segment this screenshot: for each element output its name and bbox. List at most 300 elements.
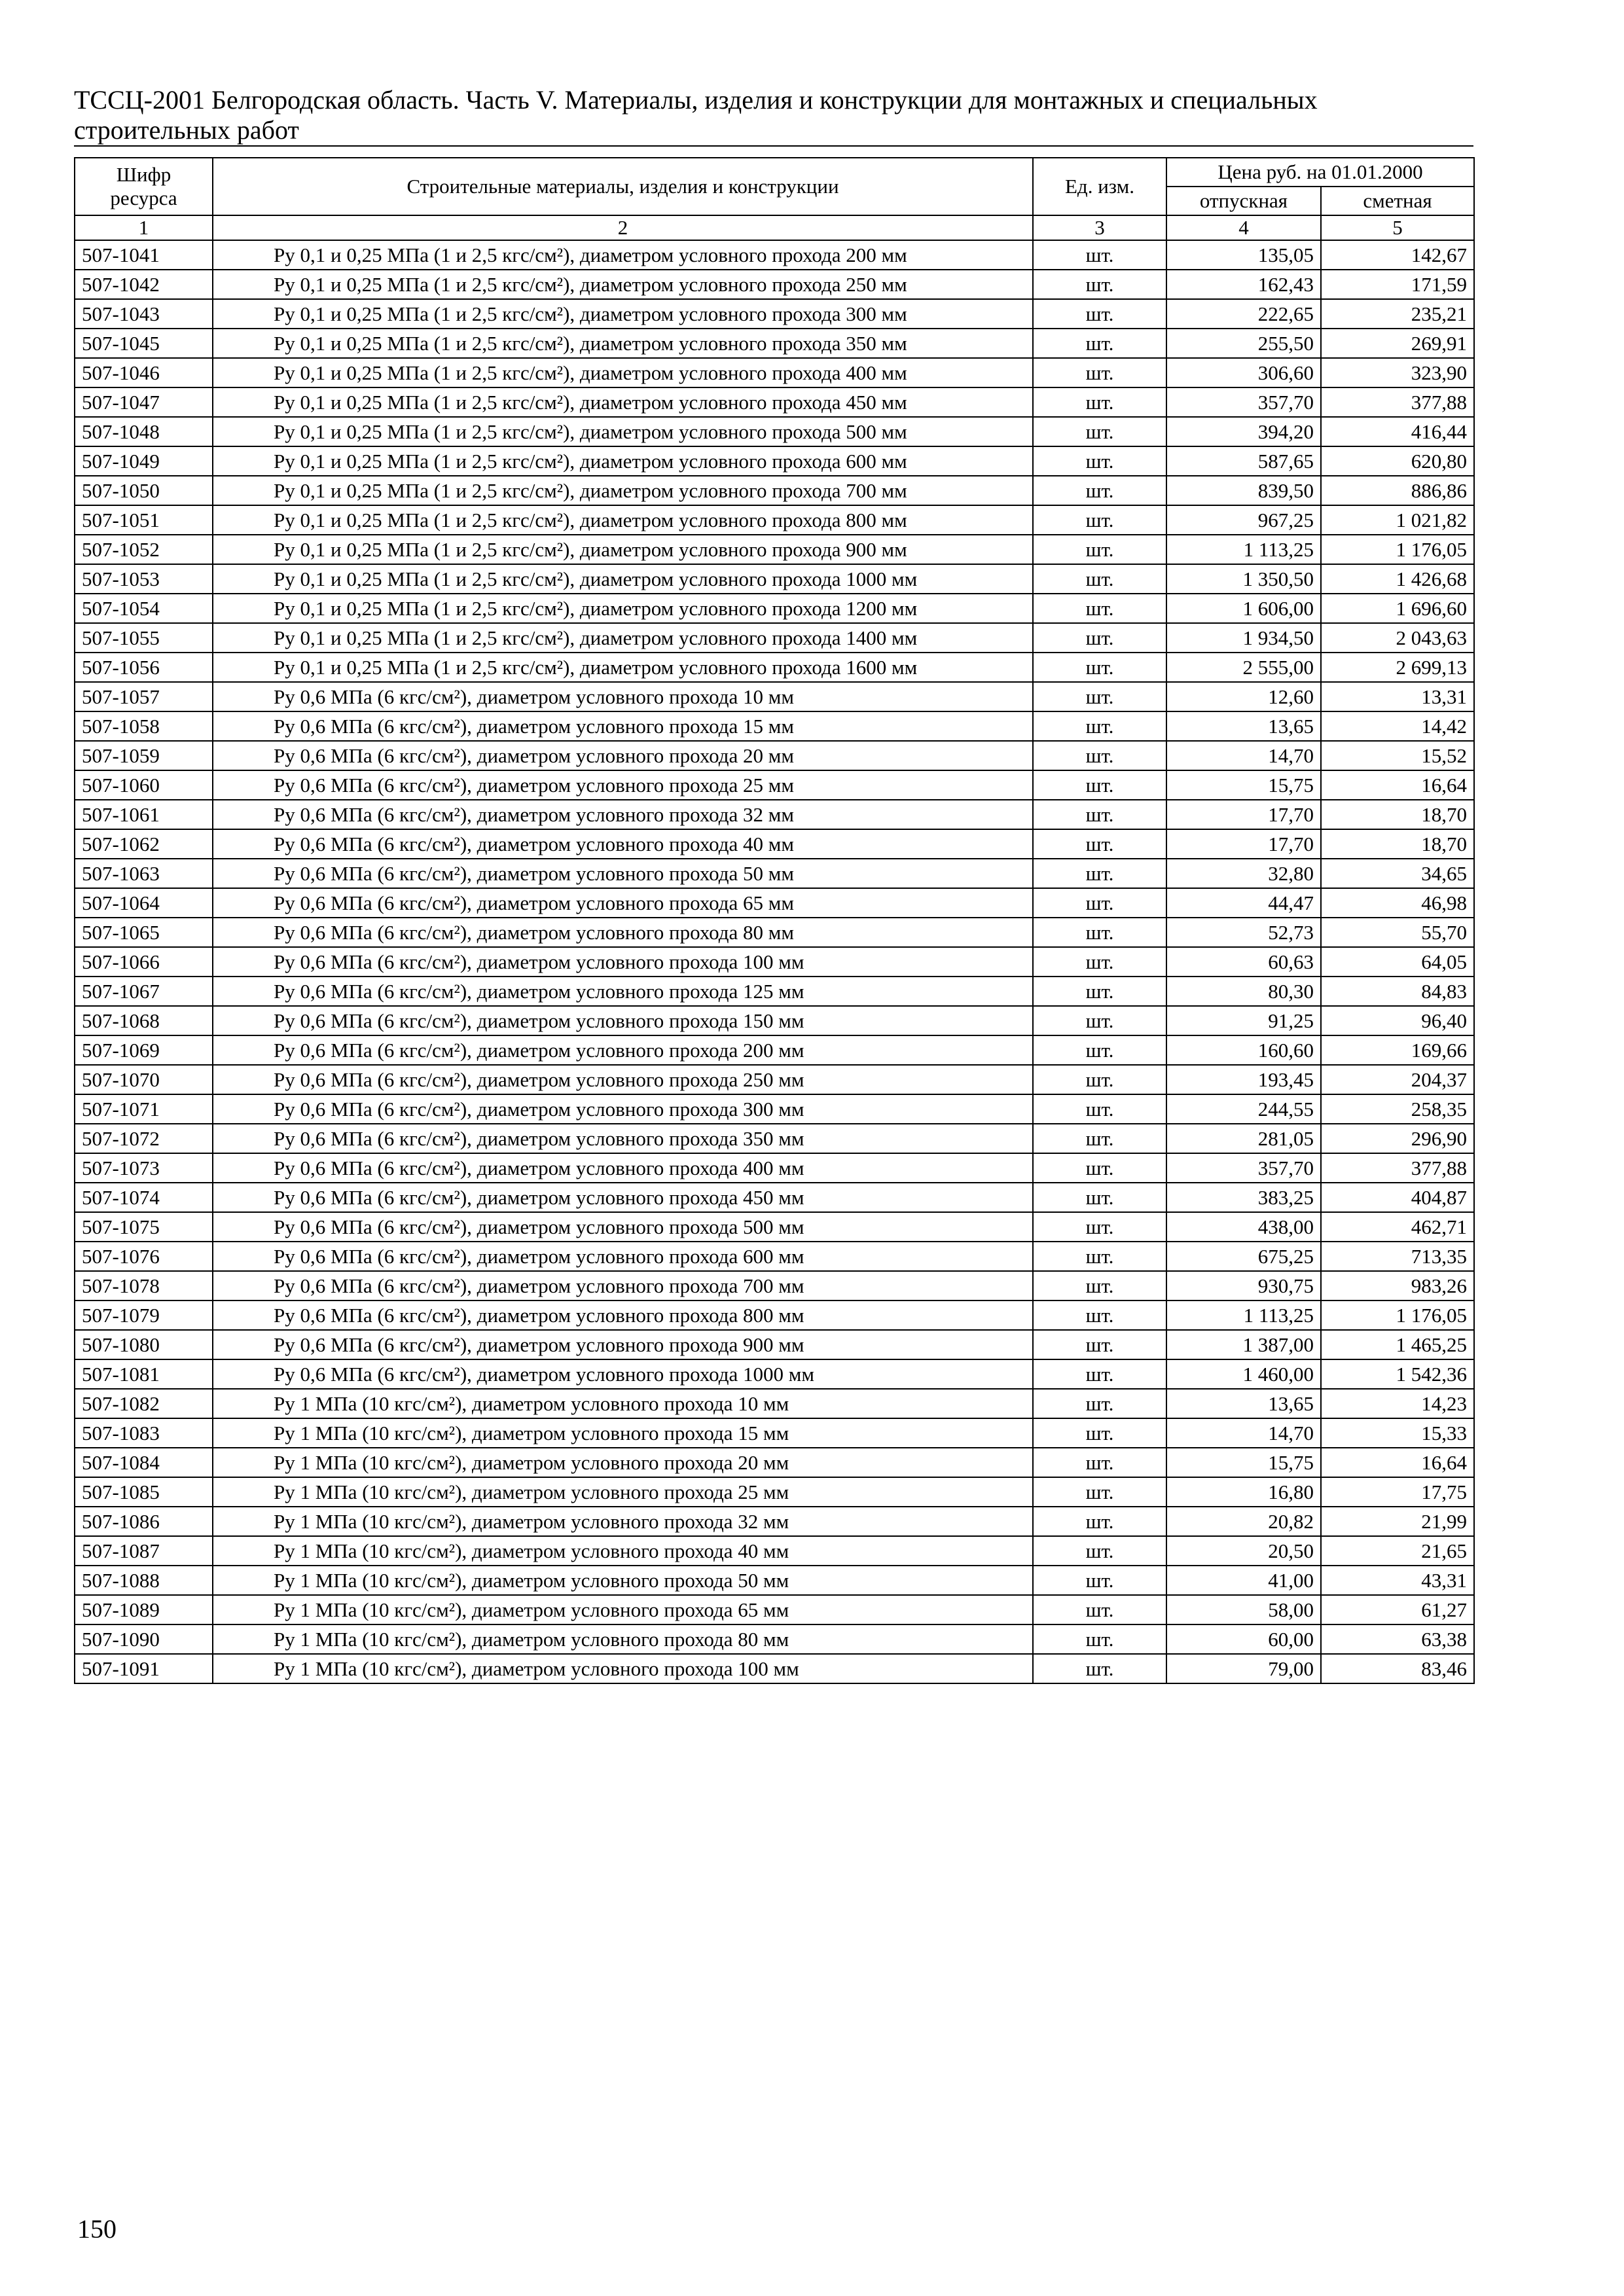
cell-name-text: Ру 0,6 МПа (6 кгс/см²), диаметром условного прохода 65 мм bbox=[274, 891, 795, 914]
cell-name-text: Ру 0,1 и 0,25 МПа (1 и 2,5 кгс/см²), диаметром условного прохода 600 мм bbox=[274, 450, 907, 473]
table-row bbox=[75, 977, 1474, 1006]
cell-name bbox=[213, 535, 1033, 564]
table-body bbox=[75, 240, 1474, 1683]
cell-price-release: 60,00 bbox=[1166, 1624, 1321, 1654]
cell-unit: шт. bbox=[1033, 682, 1166, 711]
cell-name-text: Ру 0,6 МПа (6 кгс/см²), диаметром условного прохода 150 мм bbox=[274, 1009, 804, 1032]
cell-code: 507-1064 bbox=[75, 888, 213, 918]
cell-price-estimate: 34,65 bbox=[1321, 859, 1474, 888]
table-row bbox=[75, 387, 1474, 417]
cell-code: 507-1061 bbox=[75, 800, 213, 829]
cell-name bbox=[213, 270, 1033, 299]
table-row bbox=[75, 446, 1474, 476]
cell-price-estimate: 14,23 bbox=[1321, 1389, 1474, 1418]
cell-name bbox=[213, 1242, 1033, 1271]
col-number: 5 bbox=[1321, 215, 1474, 240]
table-row bbox=[75, 1359, 1474, 1389]
cell-price-estimate: 1 696,60 bbox=[1321, 594, 1474, 623]
cell-name-text: Ру 0,6 МПа (6 кгс/см²), диаметром условного прохода 40 мм bbox=[274, 833, 795, 855]
table-row bbox=[75, 1624, 1474, 1654]
cell-unit: шт. bbox=[1033, 977, 1166, 1006]
cell-unit: шт. bbox=[1033, 1448, 1166, 1477]
cell-price-release: 44,47 bbox=[1166, 888, 1321, 918]
cell-price-release: 306,60 bbox=[1166, 358, 1321, 387]
table-row bbox=[75, 741, 1474, 770]
cell-name-text: Ру 0,6 МПа (6 кгс/см²), диаметром условного прохода 500 мм bbox=[274, 1215, 804, 1238]
cell-name bbox=[213, 770, 1033, 800]
cell-name bbox=[213, 1507, 1033, 1536]
cell-name bbox=[213, 446, 1033, 476]
table-row bbox=[75, 358, 1474, 387]
cell-unit: шт. bbox=[1033, 1595, 1166, 1624]
cell-price-estimate: 462,71 bbox=[1321, 1212, 1474, 1242]
cell-price-estimate: 1 176,05 bbox=[1321, 535, 1474, 564]
cell-code: 507-1057 bbox=[75, 682, 213, 711]
cell-code: 507-1065 bbox=[75, 918, 213, 947]
table-row bbox=[75, 918, 1474, 947]
cell-price-estimate: 2 043,63 bbox=[1321, 623, 1474, 653]
cell-name bbox=[213, 1477, 1033, 1507]
cell-name-text: Ру 0,1 и 0,25 МПа (1 и 2,5 кгс/см²), диаметром условного прохода 450 мм bbox=[274, 391, 907, 414]
cell-name bbox=[213, 653, 1033, 682]
table-row bbox=[75, 1330, 1474, 1359]
table-row bbox=[75, 1094, 1474, 1124]
cell-unit: шт. bbox=[1033, 1035, 1166, 1065]
cell-name bbox=[213, 1271, 1033, 1300]
cell-price-estimate: 1 426,68 bbox=[1321, 564, 1474, 594]
cell-price-release: 79,00 bbox=[1166, 1654, 1321, 1683]
cell-code: 507-1052 bbox=[75, 535, 213, 564]
cell-price-estimate: 16,64 bbox=[1321, 770, 1474, 800]
cell-name bbox=[213, 1300, 1033, 1330]
cell-code: 507-1050 bbox=[75, 476, 213, 505]
cell-code: 507-1074 bbox=[75, 1183, 213, 1212]
cell-name bbox=[213, 329, 1033, 358]
cell-price-estimate: 377,88 bbox=[1321, 1153, 1474, 1183]
cell-price-estimate: 983,26 bbox=[1321, 1271, 1474, 1300]
cell-unit: шт. bbox=[1033, 1300, 1166, 1330]
table-row bbox=[75, 711, 1474, 741]
cell-name bbox=[213, 1330, 1033, 1359]
table-row bbox=[75, 270, 1474, 299]
cell-name-text: Ру 1 МПа (10 кгс/см²), диаметром условного прохода 32 мм bbox=[274, 1510, 789, 1533]
cell-code: 507-1051 bbox=[75, 505, 213, 535]
cell-unit: шт. bbox=[1033, 711, 1166, 741]
table-row bbox=[75, 653, 1474, 682]
cell-unit: шт. bbox=[1033, 1624, 1166, 1654]
cell-name bbox=[213, 1359, 1033, 1389]
cell-unit: шт. bbox=[1033, 741, 1166, 770]
cell-unit: шт. bbox=[1033, 505, 1166, 535]
cell-name-text: Ру 0,1 и 0,25 МПа (1 и 2,5 кгс/см²), диаметром условного прохода 350 мм bbox=[274, 332, 907, 355]
cell-price-estimate: 171,59 bbox=[1321, 270, 1474, 299]
col-header-price-group: Цена руб. на 01.01.2000 bbox=[1166, 158, 1474, 187]
cell-name-text: Ру 0,1 и 0,25 МПа (1 и 2,5 кгс/см²), диаметром условного прохода 300 мм bbox=[274, 302, 907, 325]
col-number: 3 bbox=[1033, 215, 1166, 240]
table-row bbox=[75, 535, 1474, 564]
cell-unit: шт. bbox=[1033, 623, 1166, 653]
cell-name-text: Ру 0,6 МПа (6 кгс/см²), диаметром условного прохода 10 мм bbox=[274, 685, 795, 708]
cell-code: 507-1043 bbox=[75, 299, 213, 329]
cell-name-text: Ру 0,6 МПа (6 кгс/см²), диаметром условного прохода 900 мм bbox=[274, 1333, 804, 1356]
cell-code: 507-1081 bbox=[75, 1359, 213, 1389]
cell-code: 507-1084 bbox=[75, 1448, 213, 1477]
cell-name bbox=[213, 1566, 1033, 1595]
cell-code: 507-1073 bbox=[75, 1153, 213, 1183]
cell-unit: шт. bbox=[1033, 1006, 1166, 1035]
col-number: 2 bbox=[213, 215, 1033, 240]
cell-price-release: 1 387,00 bbox=[1166, 1330, 1321, 1359]
cell-unit: шт. bbox=[1033, 299, 1166, 329]
cell-code: 507-1060 bbox=[75, 770, 213, 800]
cell-code: 507-1062 bbox=[75, 829, 213, 859]
cell-price-estimate: 15,52 bbox=[1321, 741, 1474, 770]
cell-unit: шт. bbox=[1033, 1330, 1166, 1359]
table-row bbox=[75, 1654, 1474, 1683]
col-number: 4 bbox=[1166, 215, 1321, 240]
cell-code: 507-1082 bbox=[75, 1389, 213, 1418]
col-header-unit: Ед. изм. bbox=[1033, 158, 1166, 215]
cell-unit: шт. bbox=[1033, 1094, 1166, 1124]
cell-price-release: 20,82 bbox=[1166, 1507, 1321, 1536]
cell-price-release: 91,25 bbox=[1166, 1006, 1321, 1035]
cell-name bbox=[213, 240, 1033, 270]
cell-price-estimate: 169,66 bbox=[1321, 1035, 1474, 1065]
cell-name bbox=[213, 1035, 1033, 1065]
table-row bbox=[75, 564, 1474, 594]
cell-name bbox=[213, 1065, 1033, 1094]
cell-unit: шт. bbox=[1033, 1389, 1166, 1418]
cell-code: 507-1067 bbox=[75, 977, 213, 1006]
cell-unit: шт. bbox=[1033, 918, 1166, 947]
cell-price-release: 41,00 bbox=[1166, 1566, 1321, 1595]
page-number: 150 bbox=[77, 2214, 117, 2244]
cell-unit: шт. bbox=[1033, 653, 1166, 682]
cell-price-estimate: 142,67 bbox=[1321, 240, 1474, 270]
cell-price-release: 587,65 bbox=[1166, 446, 1321, 476]
table-row bbox=[75, 1035, 1474, 1065]
cell-code: 507-1056 bbox=[75, 653, 213, 682]
cell-unit: шт. bbox=[1033, 1212, 1166, 1242]
cell-name-text: Ру 0,1 и 0,25 МПа (1 и 2,5 кгс/см²), диаметром условного прохода 1200 мм bbox=[274, 597, 918, 620]
table-row bbox=[75, 947, 1474, 977]
table-row bbox=[75, 1477, 1474, 1507]
cell-code: 507-1071 bbox=[75, 1094, 213, 1124]
cell-unit: шт. bbox=[1033, 1418, 1166, 1448]
cell-name bbox=[213, 1418, 1033, 1448]
cell-price-release: 15,75 bbox=[1166, 1448, 1321, 1477]
header-line-1: ТССЦ-2001 Белгородская область. Часть V. Материалы, изделия и конструкции для монтажных и специальных bbox=[74, 85, 1318, 115]
cell-price-release: 15,75 bbox=[1166, 770, 1321, 800]
cell-unit: шт. bbox=[1033, 1183, 1166, 1212]
cell-code: 507-1054 bbox=[75, 594, 213, 623]
table-row bbox=[75, 1300, 1474, 1330]
table-header bbox=[75, 158, 1474, 240]
cell-price-release: 16,80 bbox=[1166, 1477, 1321, 1507]
cell-price-release: 281,05 bbox=[1166, 1124, 1321, 1153]
cell-price-release: 14,70 bbox=[1166, 1418, 1321, 1448]
cell-name-text: Ру 0,6 МПа (6 кгс/см²), диаметром условного прохода 15 мм bbox=[274, 715, 795, 738]
cell-name bbox=[213, 1624, 1033, 1654]
col-header-code: Шифр ресурса bbox=[75, 158, 213, 215]
cell-price-estimate: 13,31 bbox=[1321, 682, 1474, 711]
cell-code: 507-1080 bbox=[75, 1330, 213, 1359]
cell-price-estimate: 55,70 bbox=[1321, 918, 1474, 947]
table-row bbox=[75, 1065, 1474, 1094]
cell-price-estimate: 204,37 bbox=[1321, 1065, 1474, 1094]
cell-price-release: 1 460,00 bbox=[1166, 1359, 1321, 1389]
document-header bbox=[74, 85, 1473, 147]
cell-price-estimate: 46,98 bbox=[1321, 888, 1474, 918]
cell-name-text: Ру 0,6 МПа (6 кгс/см²), диаметром условного прохода 20 мм bbox=[274, 744, 795, 767]
cell-price-estimate: 14,42 bbox=[1321, 711, 1474, 741]
cell-name-text: Ру 0,1 и 0,25 МПа (1 и 2,5 кгс/см²), диаметром условного прохода 200 мм bbox=[274, 243, 907, 266]
cell-code: 507-1072 bbox=[75, 1124, 213, 1153]
cell-unit: шт. bbox=[1033, 1359, 1166, 1389]
cell-price-release: 162,43 bbox=[1166, 270, 1321, 299]
cell-unit: шт. bbox=[1033, 1153, 1166, 1183]
table-row bbox=[75, 1183, 1474, 1212]
cell-price-estimate: 404,87 bbox=[1321, 1183, 1474, 1212]
cell-code: 507-1048 bbox=[75, 417, 213, 446]
cell-unit: шт. bbox=[1033, 888, 1166, 918]
cell-price-estimate: 2 699,13 bbox=[1321, 653, 1474, 682]
cell-price-estimate: 1 465,25 bbox=[1321, 1330, 1474, 1359]
cell-code: 507-1079 bbox=[75, 1300, 213, 1330]
cell-price-release: 967,25 bbox=[1166, 505, 1321, 535]
cell-name bbox=[213, 1536, 1033, 1566]
col-header-price-estimate: сметная bbox=[1321, 187, 1474, 215]
cell-unit: шт. bbox=[1033, 1477, 1166, 1507]
cell-price-estimate: 323,90 bbox=[1321, 358, 1474, 387]
table-row bbox=[75, 623, 1474, 653]
cell-name-text: Ру 0,1 и 0,25 МПа (1 и 2,5 кгс/см²), диаметром условного прохода 1400 мм bbox=[274, 626, 918, 649]
cell-name-text: Ру 0,6 МПа (6 кгс/см²), диаметром условного прохода 600 мм bbox=[274, 1245, 804, 1268]
cell-name-text: Ру 0,1 и 0,25 МПа (1 и 2,5 кгс/см²), диаметром условного прохода 400 мм bbox=[274, 361, 907, 384]
cell-name bbox=[213, 741, 1033, 770]
cell-price-release: 13,65 bbox=[1166, 711, 1321, 741]
cell-name-text: Ру 1 МПа (10 кгс/см²), диаметром условного прохода 10 мм bbox=[274, 1392, 789, 1415]
cell-unit: шт. bbox=[1033, 1271, 1166, 1300]
cell-name bbox=[213, 1212, 1033, 1242]
cell-unit: шт. bbox=[1033, 476, 1166, 505]
cell-unit: шт. bbox=[1033, 829, 1166, 859]
cell-name-text: Ру 0,1 и 0,25 МПа (1 и 2,5 кгс/см²), диаметром условного прохода 800 мм bbox=[274, 509, 907, 531]
cell-unit: шт. bbox=[1033, 1566, 1166, 1595]
cell-name-text: Ру 0,6 МПа (6 кгс/см²), диаметром условного прохода 50 мм bbox=[274, 862, 795, 885]
cell-price-estimate: 269,91 bbox=[1321, 329, 1474, 358]
cell-name bbox=[213, 1448, 1033, 1477]
cell-price-release: 13,65 bbox=[1166, 1389, 1321, 1418]
cell-price-estimate: 43,31 bbox=[1321, 1566, 1474, 1595]
cell-price-release: 193,45 bbox=[1166, 1065, 1321, 1094]
cell-name-text: Ру 1 МПа (10 кгс/см²), диаметром условного прохода 80 мм bbox=[274, 1628, 789, 1651]
cell-code: 507-1090 bbox=[75, 1624, 213, 1654]
cell-name bbox=[213, 977, 1033, 1006]
cell-code: 507-1078 bbox=[75, 1271, 213, 1300]
cell-price-release: 32,80 bbox=[1166, 859, 1321, 888]
cell-code: 507-1058 bbox=[75, 711, 213, 741]
cell-code: 507-1085 bbox=[75, 1477, 213, 1507]
table-row bbox=[75, 1006, 1474, 1035]
cell-name bbox=[213, 1094, 1033, 1124]
table-row bbox=[75, 329, 1474, 358]
cell-name-text: Ру 0,6 МПа (6 кгс/см²), диаметром условного прохода 300 мм bbox=[274, 1098, 804, 1121]
cell-price-release: 2 555,00 bbox=[1166, 653, 1321, 682]
cell-price-estimate: 17,75 bbox=[1321, 1477, 1474, 1507]
cell-price-release: 14,70 bbox=[1166, 741, 1321, 770]
cell-name-text: Ру 1 МПа (10 кгс/см²), диаметром условного прохода 40 мм bbox=[274, 1539, 789, 1562]
cell-price-release: 244,55 bbox=[1166, 1094, 1321, 1124]
cell-unit: шт. bbox=[1033, 446, 1166, 476]
cell-name-text: Ру 0,6 МПа (6 кгс/см²), диаметром условного прохода 32 мм bbox=[274, 803, 795, 826]
cell-price-release: 383,25 bbox=[1166, 1183, 1321, 1212]
table-row bbox=[75, 1153, 1474, 1183]
cell-name-text: Ру 1 МПа (10 кгс/см²), диаметром условного прохода 50 мм bbox=[274, 1569, 789, 1592]
cell-price-estimate: 21,99 bbox=[1321, 1507, 1474, 1536]
cell-price-release: 20,50 bbox=[1166, 1536, 1321, 1566]
cell-name-text: Ру 1 МПа (10 кгс/см²), диаметром условного прохода 100 мм bbox=[274, 1657, 799, 1680]
cell-price-release: 1 606,00 bbox=[1166, 594, 1321, 623]
cell-name bbox=[213, 829, 1033, 859]
col-number: 1 bbox=[75, 215, 213, 240]
cell-price-estimate: 258,35 bbox=[1321, 1094, 1474, 1124]
cell-name bbox=[213, 417, 1033, 446]
cell-unit: шт. bbox=[1033, 1065, 1166, 1094]
cell-unit: шт. bbox=[1033, 1124, 1166, 1153]
cell-name bbox=[213, 387, 1033, 417]
cell-code: 507-1088 bbox=[75, 1566, 213, 1595]
cell-name-text: Ру 0,6 МПа (6 кгс/см²), диаметром условного прохода 200 мм bbox=[274, 1039, 804, 1062]
cell-code: 507-1075 bbox=[75, 1212, 213, 1242]
cell-unit: шт. bbox=[1033, 770, 1166, 800]
cell-code: 507-1087 bbox=[75, 1536, 213, 1566]
cell-price-release: 1 113,25 bbox=[1166, 1300, 1321, 1330]
cell-name-text: Ру 1 МПа (10 кгс/см²), диаметром условного прохода 25 мм bbox=[274, 1480, 789, 1503]
cell-price-estimate: 61,27 bbox=[1321, 1595, 1474, 1624]
cell-unit: шт. bbox=[1033, 1536, 1166, 1566]
table-row bbox=[75, 1418, 1474, 1448]
table-row bbox=[75, 1271, 1474, 1300]
table-row bbox=[75, 1536, 1474, 1566]
table-row bbox=[75, 859, 1474, 888]
cell-unit: шт. bbox=[1033, 535, 1166, 564]
cell-code: 507-1042 bbox=[75, 270, 213, 299]
cell-name bbox=[213, 1124, 1033, 1153]
cell-code: 507-1041 bbox=[75, 240, 213, 270]
cell-price-release: 58,00 bbox=[1166, 1595, 1321, 1624]
cell-code: 507-1047 bbox=[75, 387, 213, 417]
cell-name bbox=[213, 682, 1033, 711]
cell-price-estimate: 96,40 bbox=[1321, 1006, 1474, 1035]
cell-unit: шт. bbox=[1033, 358, 1166, 387]
cell-name-text: Ру 1 МПа (10 кгс/см²), диаметром условного прохода 65 мм bbox=[274, 1598, 789, 1621]
table-row bbox=[75, 476, 1474, 505]
cell-name bbox=[213, 711, 1033, 741]
cell-price-release: 17,70 bbox=[1166, 800, 1321, 829]
table-row bbox=[75, 1507, 1474, 1536]
cell-name-text: Ру 0,6 МПа (6 кгс/см²), диаметром условного прохода 450 мм bbox=[274, 1186, 804, 1209]
header-line-2: строительных работ bbox=[74, 115, 299, 145]
cell-name bbox=[213, 623, 1033, 653]
cell-code: 507-1066 bbox=[75, 947, 213, 977]
cell-price-release: 135,05 bbox=[1166, 240, 1321, 270]
cell-name-text: Ру 0,6 МПа (6 кгс/см²), диаметром условного прохода 350 мм bbox=[274, 1127, 804, 1150]
cell-price-release: 60,63 bbox=[1166, 947, 1321, 977]
cell-price-estimate: 1 021,82 bbox=[1321, 505, 1474, 535]
cell-unit: шт. bbox=[1033, 387, 1166, 417]
cell-code: 507-1068 bbox=[75, 1006, 213, 1035]
cell-name-text: Ру 0,6 МПа (6 кгс/см²), диаметром условного прохода 1000 мм bbox=[274, 1363, 815, 1386]
cell-name bbox=[213, 299, 1033, 329]
cell-unit: шт. bbox=[1033, 564, 1166, 594]
cell-name bbox=[213, 594, 1033, 623]
cell-code: 507-1045 bbox=[75, 329, 213, 358]
table-row bbox=[75, 417, 1474, 446]
cell-name bbox=[213, 505, 1033, 535]
cell-price-release: 438,00 bbox=[1166, 1212, 1321, 1242]
cell-price-release: 52,73 bbox=[1166, 918, 1321, 947]
table-row bbox=[75, 888, 1474, 918]
cell-unit: шт. bbox=[1033, 329, 1166, 358]
cell-price-release: 80,30 bbox=[1166, 977, 1321, 1006]
cell-name bbox=[213, 476, 1033, 505]
table-row bbox=[75, 829, 1474, 859]
cell-price-estimate: 713,35 bbox=[1321, 1242, 1474, 1271]
cell-name bbox=[213, 1153, 1033, 1183]
cell-name-text: Ру 0,6 МПа (6 кгс/см²), диаметром условного прохода 700 мм bbox=[274, 1274, 804, 1297]
cell-code: 507-1089 bbox=[75, 1595, 213, 1624]
cell-name-text: Ру 0,6 МПа (6 кгс/см²), диаметром условного прохода 400 мм bbox=[274, 1157, 804, 1179]
cell-price-release: 357,70 bbox=[1166, 1153, 1321, 1183]
cell-code: 507-1053 bbox=[75, 564, 213, 594]
cell-name-text: Ру 0,1 и 0,25 МПа (1 и 2,5 кгс/см²), диаметром условного прохода 250 мм bbox=[274, 273, 907, 296]
cell-unit: шт. bbox=[1033, 1242, 1166, 1271]
cell-name bbox=[213, 564, 1033, 594]
cell-name-text: Ру 0,6 МПа (6 кгс/см²), диаметром условного прохода 250 мм bbox=[274, 1068, 804, 1091]
cell-name bbox=[213, 918, 1033, 947]
cell-price-release: 1 113,25 bbox=[1166, 535, 1321, 564]
table-row bbox=[75, 1212, 1474, 1242]
cell-name bbox=[213, 1183, 1033, 1212]
cell-code: 507-1059 bbox=[75, 741, 213, 770]
cell-unit: шт. bbox=[1033, 947, 1166, 977]
table-row bbox=[75, 299, 1474, 329]
cell-unit: шт. bbox=[1033, 417, 1166, 446]
cell-name-text: Ру 0,1 и 0,25 МПа (1 и 2,5 кгс/см²), диаметром условного прохода 1600 мм bbox=[274, 656, 918, 679]
cell-price-release: 357,70 bbox=[1166, 387, 1321, 417]
cell-name-text: Ру 0,1 и 0,25 МПа (1 и 2,5 кгс/см²), диаметром условного прохода 900 мм bbox=[274, 538, 907, 561]
table-row bbox=[75, 800, 1474, 829]
cell-unit: шт. bbox=[1033, 594, 1166, 623]
cell-price-release: 255,50 bbox=[1166, 329, 1321, 358]
cell-name-text: Ру 0,6 МПа (6 кгс/см²), диаметром условного прохода 125 мм bbox=[274, 980, 804, 1003]
cell-unit: шт. bbox=[1033, 859, 1166, 888]
table-row bbox=[75, 770, 1474, 800]
cell-code: 507-1070 bbox=[75, 1065, 213, 1094]
cell-price-release: 1 934,50 bbox=[1166, 623, 1321, 653]
cell-name-text: Ру 0,6 МПа (6 кгс/см²), диаметром условного прохода 25 мм bbox=[274, 774, 795, 797]
cell-price-release: 839,50 bbox=[1166, 476, 1321, 505]
cell-price-estimate: 886,86 bbox=[1321, 476, 1474, 505]
cell-price-estimate: 16,64 bbox=[1321, 1448, 1474, 1477]
cell-name-text: Ру 0,1 и 0,25 МПа (1 и 2,5 кгс/см²), диаметром условного прохода 500 мм bbox=[274, 420, 907, 443]
cell-price-estimate: 377,88 bbox=[1321, 387, 1474, 417]
table-row bbox=[75, 1448, 1474, 1477]
cell-price-release: 675,25 bbox=[1166, 1242, 1321, 1271]
cell-price-estimate: 296,90 bbox=[1321, 1124, 1474, 1153]
cell-name bbox=[213, 1006, 1033, 1035]
